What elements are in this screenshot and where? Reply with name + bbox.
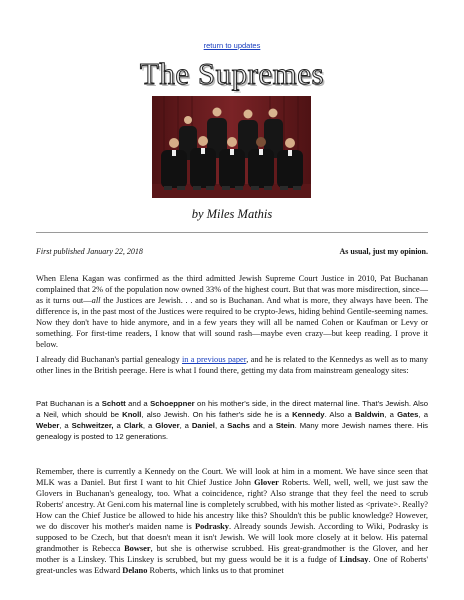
- p4-name: Lindsay: [339, 555, 369, 565]
- previous-paper-link[interactable]: in a previous paper: [181, 355, 247, 365]
- p4-text: Roberts, which links us to that prominet: [147, 566, 284, 576]
- p1-emphasis: all: [91, 296, 101, 306]
- q-text: , a: [384, 409, 398, 419]
- q-text: . Also a: [324, 409, 355, 419]
- byline: by Miles Mathis: [191, 207, 273, 221]
- q-name: Baldwin: [354, 409, 385, 419]
- q-text: , a: [418, 409, 428, 419]
- q-name: Gates: [397, 409, 419, 419]
- p1-text-a: When Elena Kagan was confirmed as the third admitted Jewish Supreme Court Justice in 2010, Pat Buchanan complained that 2% of the population now owned 33% of the highest court. But that was more misdirection, since—as it turns out—: [36, 274, 428, 306]
- q-name: Schott: [101, 398, 126, 408]
- divider: [36, 232, 428, 233]
- p1-text-b: the Justices are Jewish. . . and so is Buchanan. And what is more, they always have been. The difference is, in the past most of the Justices were required to be crypto-Jews, hiding behind Gentile-seeming names. Now they don't have to hide anymore, and in a few years they will all be named Cohen or Kaufman or Levy or something. For first-time readers, I know that will sound rash—maybe even crazy—but keep reading. I prove it below.: [36, 296, 428, 350]
- genealogy-quote: [36, 398, 428, 442]
- q-name: Kennedy: [292, 409, 325, 419]
- q-name: Schoeppner: [150, 398, 195, 408]
- p4-text: , but she is otherwise scrubbed. His great-grandmother is the Glover, and her mother is a Linskey. This Linskey is scrubbed, but my guess would be it is a fudge of: [36, 544, 428, 565]
- q-text: , also Jewish. On his father's side he is a: [141, 409, 293, 419]
- p4-text: Roberts. Well, well, well, we just saw the Glovers in Buchanan's genealogy, too. What a coincidence, right? Also strange that they feel the need to scrub Roberts' ancestry. At Geni.com his maternal line is completely scrubbed, with his mother listed as <private>. Really? How can the Chief Justice be allowed to hide his ancestry like this? Shouldn't this be public knowledge? However, we do discover his mother's maiden name is: [36, 478, 428, 532]
- q-name: Knoll: [122, 409, 142, 419]
- p4-text: . Already sounds Jewish. According to Wiki, Podrasky is supposed to be Czech, but that doesn't mean it isn't Jewish. We will look more closely at it below. His paternal grandmother is Rebecca: [36, 522, 429, 554]
- q-name: Glover: [155, 420, 180, 430]
- q-name: Schweitzer,: [71, 420, 114, 430]
- p4-name: Glover: [254, 478, 279, 488]
- opinion-note: As usual, just my opinion.: [339, 247, 428, 256]
- q-name: Stein: [275, 420, 295, 430]
- q-text: on his mother's side, in the direct maternal line. That's Jewish. Also a Neil, which should be: [36, 398, 428, 419]
- paragraph-intro: [36, 273, 428, 350]
- q-text: , a: [214, 420, 228, 430]
- supreme-court-justices-photo: [152, 96, 311, 198]
- p2-text-b: , and he is related to the Kennedys as well as to many other lines in the British peerage. Here is what I found there, getting my data from mainstream genealogy sites:: [36, 355, 428, 376]
- p4-name: Delano: [122, 566, 148, 576]
- q-text: a: [113, 420, 124, 430]
- p4-name: Podrasky: [194, 522, 229, 532]
- return-to-updates-link[interactable]: return to updates: [203, 41, 261, 50]
- q-name: Clark: [123, 420, 143, 430]
- q-text: and a: [249, 420, 276, 430]
- q-text: . Many more Jewish names there. His genealogy is posted to 12 generations.: [36, 420, 429, 441]
- q-text: , a: [179, 420, 192, 430]
- q-name: Sachs: [227, 420, 250, 430]
- p4-name: Bowser: [124, 544, 151, 554]
- published-date: First published January 22, 2018: [36, 247, 143, 256]
- paragraph-previous-paper: [36, 354, 428, 376]
- p2-text-a: I already did Buchanan's partial genealogy: [36, 355, 182, 365]
- q-text: , a: [142, 420, 156, 430]
- q-text: , a: [59, 420, 72, 430]
- paragraph-roberts: [36, 466, 428, 576]
- p4-text: . One of Roberts' great-uncles was Edward: [36, 555, 428, 576]
- q-text: Pat Buchanan is a: [36, 398, 102, 408]
- q-text: and a: [125, 398, 151, 408]
- p4-text: Remember, there is currently a Kennedy on the Court. We will look at him in a moment. We have since seen that MLK was a Daniel. But first I want to hit Chief Justice John: [36, 467, 428, 488]
- q-name: Weber: [36, 420, 60, 430]
- q-name: Daniel: [191, 420, 215, 430]
- page-title: The Supremes: [139, 56, 325, 91]
- return-link-wrapper: [0, 41, 464, 50]
